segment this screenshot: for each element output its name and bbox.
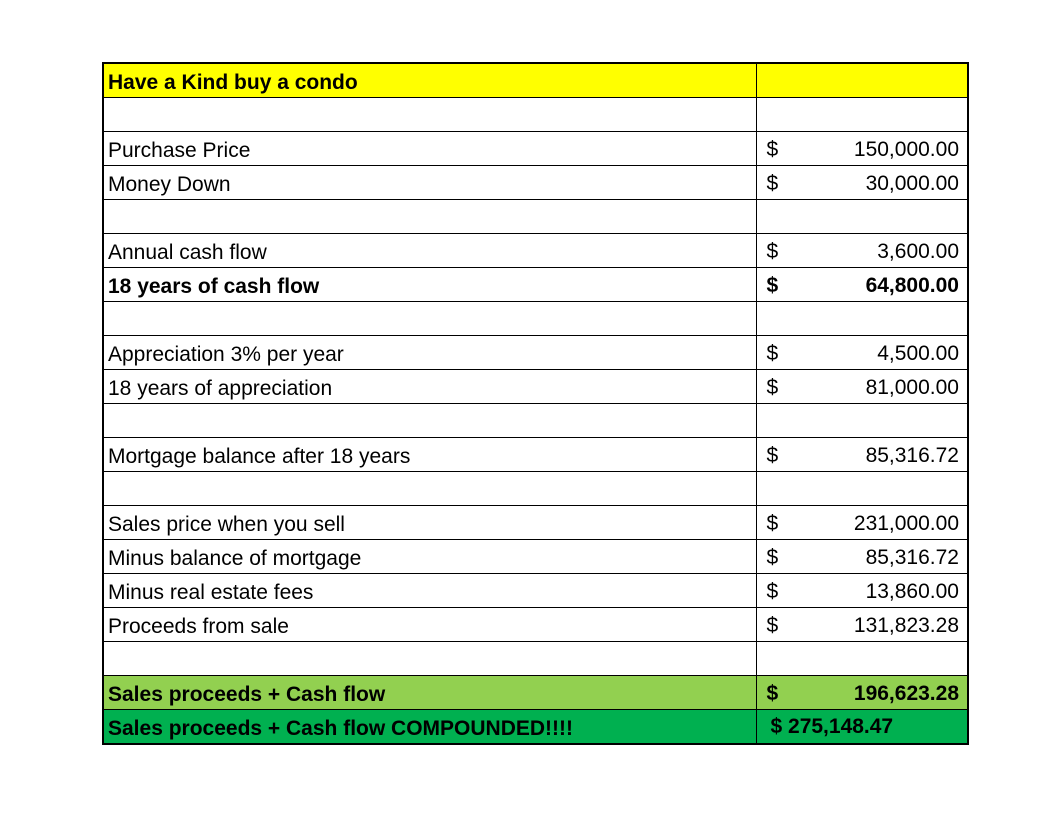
compounded-value: $ 275,148.47: [770, 715, 894, 738]
value-cell[interactable]: [756, 608, 968, 642]
purchase-price-label: Purchase Price: [108, 139, 251, 162]
blank-value-cell[interactable]: [756, 98, 968, 132]
dollar-sign: $: [766, 274, 779, 297]
row-minus-mortgage: [103, 540, 968, 574]
label-cell[interactable]: [103, 268, 756, 302]
blank-row: [103, 404, 968, 438]
blank-cell[interactable]: [103, 98, 756, 132]
label-cell[interactable]: [103, 132, 756, 166]
value-cell[interactable]: [756, 132, 968, 166]
row-minus-fees: [103, 574, 968, 608]
blank-cell[interactable]: [103, 302, 756, 336]
blank-row: [103, 98, 968, 132]
blank-row: [103, 642, 968, 676]
title-value-cell[interactable]: [756, 63, 968, 98]
blank-cell[interactable]: [103, 404, 756, 438]
dollar-sign: $: [766, 512, 779, 535]
blank-cell[interactable]: [103, 642, 756, 676]
row-years-cash-flow: [103, 268, 968, 302]
dollar-sign: $: [766, 580, 779, 603]
compounded-label: Sales proceeds + Cash flow COMPOUNDED!!!!: [108, 717, 574, 740]
proceeds-value: 131,823.28: [853, 614, 959, 637]
value-cell[interactable]: [756, 438, 968, 472]
value-cell[interactable]: [756, 234, 968, 268]
row-sales-plus-cash: [103, 676, 968, 710]
minus-mortgage-value: 85,316.72: [865, 546, 959, 569]
purchase-price-value: 150,000.00: [853, 138, 959, 161]
value-cell[interactable]: [756, 268, 968, 302]
blank-row: [103, 302, 968, 336]
value-cell[interactable]: [756, 574, 968, 608]
annual-cash-flow-value: 3,600.00: [877, 240, 959, 263]
label-cell[interactable]: [103, 438, 756, 472]
sales-price-label: Sales price when you sell: [108, 513, 345, 536]
sales-plus-cash-label: Sales proceeds + Cash flow: [108, 683, 386, 706]
dollar-sign: $: [766, 614, 779, 637]
minus-fees-value: 13,860.00: [865, 580, 959, 603]
row-appreciation-rate: [103, 336, 968, 370]
years-cash-flow-value: 64,800.00: [865, 274, 959, 297]
value-cell[interactable]: [756, 676, 968, 710]
sales-price-value: 231,000.00: [853, 512, 959, 535]
label-cell[interactable]: [103, 540, 756, 574]
appreciation-rate-value: 4,500.00: [877, 342, 959, 365]
title-cell[interactable]: [103, 63, 756, 98]
blank-row: [103, 472, 968, 506]
value-cell[interactable]: [756, 506, 968, 540]
row-sales-price: [103, 506, 968, 540]
years-appreciation-value: 81,000.00: [865, 376, 959, 399]
blank-cell[interactable]: [103, 200, 756, 234]
label-cell[interactable]: [103, 676, 756, 710]
label-cell[interactable]: [103, 336, 756, 370]
appreciation-rate-label: Appreciation 3% per year: [108, 343, 344, 366]
value-cell[interactable]: [756, 710, 968, 745]
value-cell[interactable]: [756, 540, 968, 574]
dollar-sign: $: [766, 444, 779, 467]
value-cell[interactable]: [756, 370, 968, 404]
years-cash-flow-label: 18 years of cash flow: [108, 275, 320, 298]
minus-fees-label: Minus real estate fees: [108, 581, 314, 604]
blank-value-cell[interactable]: [756, 302, 968, 336]
blank-value-cell[interactable]: [756, 404, 968, 438]
dollar-sign: $: [766, 376, 779, 399]
value-cell[interactable]: [756, 336, 968, 370]
dollar-sign: $: [766, 172, 779, 195]
row-annual-cash-flow: [103, 234, 968, 268]
label-cell[interactable]: [103, 608, 756, 642]
dollar-sign: $: [766, 240, 779, 263]
years-appreciation-label: 18 years of appreciation: [108, 377, 333, 400]
row-proceeds: [103, 608, 968, 642]
mortgage-balance-value: 85,316.72: [865, 444, 959, 467]
condo-spreadsheet: [102, 62, 969, 745]
row-compounded: [103, 710, 968, 745]
dollar-sign: $: [766, 546, 779, 569]
label-cell[interactable]: [103, 506, 756, 540]
dollar-sign: $: [766, 138, 779, 161]
blank-cell[interactable]: [103, 472, 756, 506]
dollar-sign: $: [766, 682, 779, 705]
title-row: [103, 63, 968, 98]
blank-value-cell[interactable]: [756, 642, 968, 676]
label-cell[interactable]: [103, 166, 756, 200]
label-cell[interactable]: [103, 574, 756, 608]
sheet-title: Have a Kind buy a condo: [108, 71, 358, 94]
money-down-label: Money Down: [108, 173, 231, 196]
row-money-down: [103, 166, 968, 200]
label-cell[interactable]: [103, 710, 756, 745]
blank-value-cell[interactable]: [756, 200, 968, 234]
value-cell[interactable]: [756, 166, 968, 200]
dollar-sign: $: [766, 342, 779, 365]
money-down-value: 30,000.00: [865, 172, 959, 195]
blank-value-cell[interactable]: [756, 472, 968, 506]
proceeds-label: Proceeds from sale: [108, 615, 289, 638]
minus-mortgage-label: Minus balance of mortgage: [108, 547, 362, 570]
label-cell[interactable]: [103, 370, 756, 404]
annual-cash-flow-label: Annual cash flow: [108, 241, 267, 264]
label-cell[interactable]: [103, 234, 756, 268]
row-mortgage-balance: [103, 438, 968, 472]
row-purchase-price: [103, 132, 968, 166]
row-years-appreciation: [103, 370, 968, 404]
blank-row: [103, 200, 968, 234]
mortgage-balance-label: Mortgage balance after 18 years: [108, 445, 411, 468]
sales-plus-cash-value: 196,623.28: [853, 682, 959, 705]
